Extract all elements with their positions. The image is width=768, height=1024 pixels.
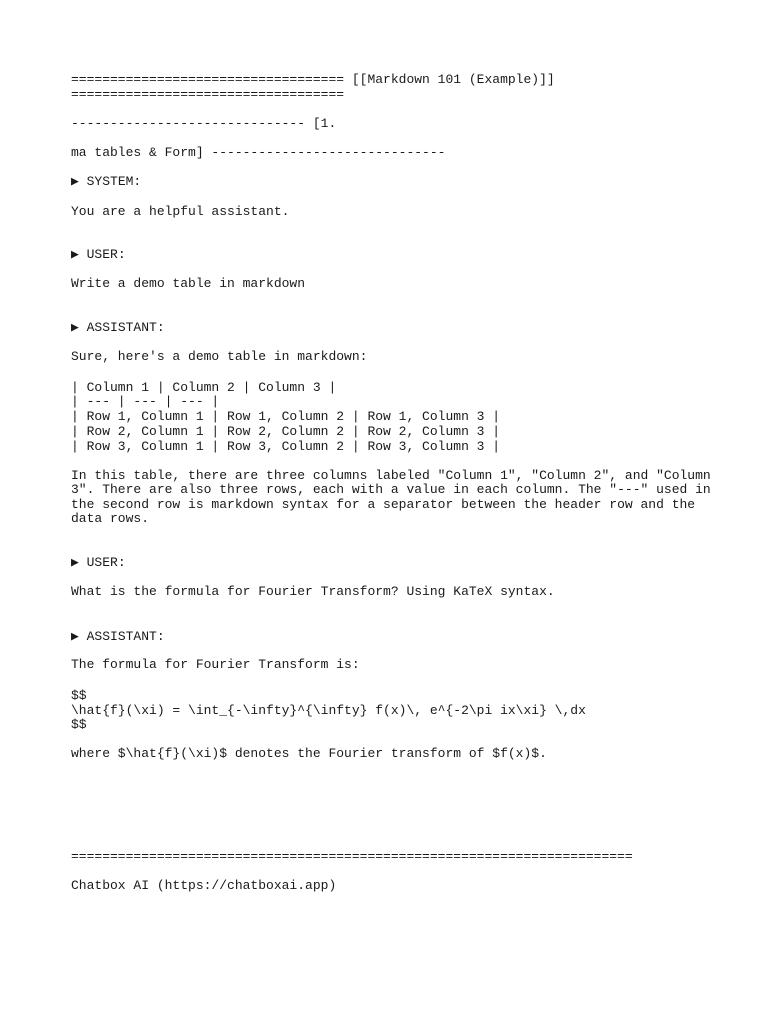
- table-line: | Row 1, Column 1 | Row 1, Column 2 | Row 1, Column 3 |: [71, 409, 501, 424]
- system-message: You are a helpful assistant.: [71, 204, 290, 219]
- table-line: | --- | --- | --- |: [71, 394, 220, 409]
- user-message: Write a demo table in markdown: [71, 276, 306, 291]
- assistant-intro: The formula for Fourier Transform is:: [71, 657, 360, 672]
- header-rule-title: =================================== [[Markdown 101 (Example)]]: [71, 72, 555, 87]
- formula-note: where $\hat{f}(\xi)$ denotes the Fourier transform of $f(x)$.: [71, 746, 547, 761]
- assistant-intro: Sure, here's a demo table in markdown:: [71, 349, 368, 364]
- formula-line: $$: [71, 688, 87, 703]
- footer-rule: ========================================================================: [71, 849, 633, 864]
- user-message: What is the formula for Fourier Transform? Using KaTeX syntax.: [71, 584, 555, 599]
- role-label-assistant: ▶ ASSISTANT:: [71, 320, 165, 335]
- footer-credit: Chatbox AI (https://chatboxai.app): [71, 878, 337, 893]
- table-line: | Column 1 | Column 2 | Column 3 |: [71, 380, 337, 395]
- formula-line: \hat{f}(\xi) = \int_{-\infty}^{\infty} f(x)\, e^{-2\pi ix\xi} \,dx: [71, 703, 586, 718]
- role-label-user: ▶ USER:: [71, 247, 126, 262]
- section-divider-end: ma tables & Form] ------------------------------: [71, 145, 446, 160]
- formula-line: $$: [71, 717, 87, 732]
- header-rule: ===================================: [71, 87, 345, 102]
- explanation-line: data rows.: [71, 511, 150, 526]
- explanation-line: the second row is markdown syntax for a separator between the header row and the: [71, 497, 696, 512]
- explanation-line: In this table, there are three columns labeled "Column 1", "Column 2", and "Column: [71, 468, 711, 483]
- role-label-system: ▶ SYSTEM:: [71, 174, 142, 189]
- section-divider-start: ------------------------------ [1.: [71, 116, 337, 131]
- table-line: | Row 2, Column 1 | Row 2, Column 2 | Row 2, Column 3 |: [71, 424, 501, 439]
- explanation-line: 3". There are also three rows, each with a value in each column. The "---" used in: [71, 482, 711, 497]
- table-line: | Row 3, Column 1 | Row 3, Column 2 | Row 3, Column 3 |: [71, 439, 501, 454]
- role-label-user: ▶ USER:: [71, 555, 126, 570]
- role-label-assistant: ▶ ASSISTANT:: [71, 629, 165, 644]
